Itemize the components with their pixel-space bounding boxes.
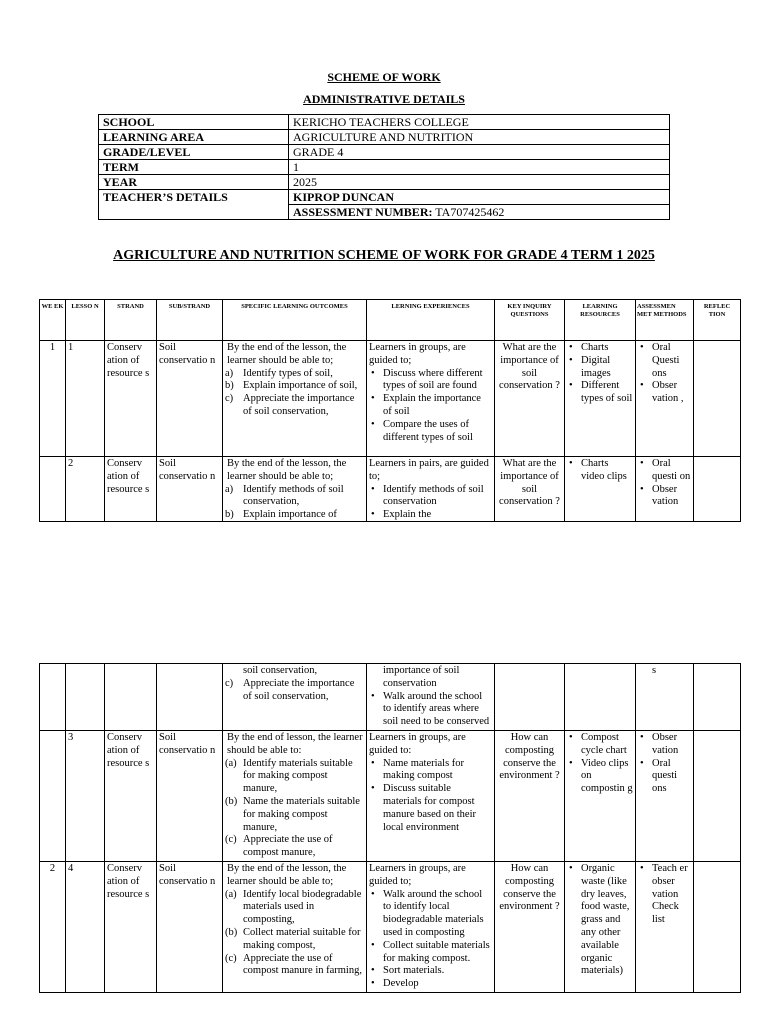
assessment-list: [638, 458, 691, 509]
slo-item: [225, 484, 364, 510]
resources-cell: [565, 730, 636, 861]
experiences-intro: Learners in groups, are guided to;: [369, 342, 466, 366]
header-substrand: SUB/STRAND: [157, 300, 223, 341]
list-item: • Obser vation: [638, 484, 691, 510]
list-item: • Digital images: [567, 355, 633, 381]
admin-row: [99, 190, 670, 205]
key-inquiry-cell: What are the importance of soil conservation ?: [495, 341, 565, 457]
admin-row: [99, 160, 670, 175]
experiences-intro: Learners in groups, are guided to;: [369, 862, 466, 887]
assessment-cell: [636, 664, 694, 731]
assessment-number-value: TA707425462: [435, 205, 505, 219]
slo-text: Appreciate the importance of soil conservation,: [243, 677, 355, 702]
slo-marker: a): [225, 367, 234, 379]
slo-item: [225, 796, 364, 834]
strand-cell: Conserv ation of resource s: [105, 730, 157, 861]
substrand-cell: Soil conservatio n: [157, 730, 223, 861]
experiences-clip: [369, 458, 492, 520]
key-inquiry-cell: What are the importance of soil conservation ?: [495, 457, 565, 522]
teacher-name: KIPROP DUNCAN: [289, 190, 670, 205]
list-item: • Charts: [567, 342, 633, 355]
grade-label: GRADE/LEVEL: [99, 145, 289, 160]
slo-text: Explain importance of soil,: [243, 380, 358, 392]
header-lesson: LESSO N: [66, 300, 105, 341]
slo-item: [225, 368, 364, 381]
week-cell: 2: [40, 861, 66, 992]
learning-area-value: AGRICULTURE AND NUTRITION: [289, 130, 670, 145]
term-label: TERM: [99, 160, 289, 175]
table-row: [40, 730, 741, 861]
slo-item: [225, 393, 364, 419]
assessment-clip: [638, 458, 691, 520]
assessment-continued: s: [652, 665, 657, 676]
header-experiences: LERNING EXPERIENCES: [367, 300, 495, 341]
slo-marker: a): [225, 483, 234, 495]
list-item: • Video clips on compostin g: [567, 758, 633, 796]
resources-list: [567, 732, 633, 796]
list-item: • Explain the: [369, 509, 492, 520]
resources-cell: [565, 664, 636, 731]
slo-list: [225, 889, 364, 979]
resources-list: [567, 458, 633, 484]
assessment-cell: [636, 730, 694, 861]
experiences-cell: [367, 861, 495, 992]
slo-text: Identify types of soil,: [243, 367, 333, 379]
slo-marker: (c): [225, 834, 237, 846]
admin-row: [99, 145, 670, 160]
scheme-title: SCHEME OF WORK: [327, 70, 441, 84]
header-strand: STRAND: [105, 300, 157, 341]
week-cell: [40, 730, 66, 861]
table-row-continued: [40, 664, 741, 731]
week-cell: 1: [40, 341, 66, 457]
list-item: • Teach er obser vation Check list: [638, 863, 691, 927]
experiences-list: [369, 484, 492, 520]
assessment-list: [638, 342, 691, 406]
experiences-cell: [367, 341, 495, 457]
header-row: [40, 300, 741, 341]
list-item: • Discuss where different types of soil are found: [369, 368, 492, 394]
lesson-cell: 3: [66, 730, 105, 861]
admin-details-table: [98, 114, 670, 220]
experiences-list: [369, 691, 492, 729]
strand-cell: Conserv ation of resource s: [105, 861, 157, 992]
slo-marker: (a): [225, 888, 237, 900]
slo-item: [225, 758, 364, 796]
year-value: 2025: [289, 175, 670, 190]
list-item: • Organic waste (like dry leaves, food waste, grass and any other available organic materials): [567, 863, 633, 978]
lesson-cell: [66, 664, 105, 731]
list-item: • Identify methods of soil conservation: [369, 484, 492, 510]
substrand-cell: Soil conservatio n: [157, 457, 223, 522]
slo-marker: (c): [225, 952, 237, 964]
list-item: • Walk around the school to identify areas where soil need to be conserved: [369, 691, 492, 729]
term-value: 1: [289, 160, 670, 175]
table-row: [40, 457, 741, 522]
reflection-cell: [694, 861, 741, 992]
slo-text: Identify methods of soil conservation,: [243, 483, 344, 508]
lesson-cell: 1: [66, 341, 105, 457]
experiences-list: [369, 889, 492, 991]
list-item: • Sort materials.: [369, 965, 492, 978]
slo-marker: (b): [225, 926, 238, 938]
slo-text: Appreciate the importance of soil conservation,: [243, 393, 355, 417]
reflection-cell: [694, 341, 741, 457]
reflection-cell: [694, 457, 741, 522]
list-item: • Name materials for making compost: [369, 758, 492, 784]
slo-marker: (a): [225, 757, 237, 769]
school-value: KERICHO TEACHERS COLLEGE: [289, 115, 670, 130]
slo-cell: [223, 664, 367, 731]
strand-cell: [105, 664, 157, 731]
list-item: • Obser vation ,: [638, 380, 691, 406]
experiences-cell: [367, 730, 495, 861]
resources-list: [567, 863, 633, 978]
slo-marker: (b): [225, 795, 238, 807]
assessment-cell: [636, 861, 694, 992]
scheme-main-title: AGRICULTURE AND NUTRITION SCHEME OF WORK FOR GRADE 4 TERM 1 2025: [113, 248, 655, 263]
teacher-label: TEACHER’S DETAILS: [99, 190, 289, 220]
scheme-table-part-2: [39, 663, 741, 993]
resources-list: [567, 342, 633, 406]
resources-cell: [565, 457, 636, 522]
list-item: • Oral questi on: [638, 458, 691, 484]
slo-marker: b): [225, 380, 234, 392]
slo-text: Identify local biodegradable materials used in composting,: [243, 888, 362, 926]
assessment-number: [289, 205, 670, 220]
list-item: • Compare the uses of different types of soil: [369, 419, 492, 445]
list-item: • Collect suitable materials for making compost.: [369, 940, 492, 966]
experiences-list: [369, 368, 492, 445]
list-item: • Compost cycle chart: [567, 732, 633, 758]
admin-row: [99, 175, 670, 190]
list-item: • Charts video clips: [567, 458, 633, 484]
slo-intro: By the end of the lesson, the learner should be able to;: [227, 342, 347, 366]
lesson-cell: 2: [66, 457, 105, 522]
grade-value: GRADE 4: [289, 145, 670, 160]
slo-marker: c): [225, 393, 234, 405]
slo-continued: soil conservation,: [243, 665, 318, 676]
assessment-cell: [636, 341, 694, 457]
slo-item: [225, 678, 364, 704]
resources-cell: [565, 861, 636, 992]
learning-area-label: LEARNING AREA: [99, 130, 289, 145]
experiences-cell: [367, 664, 495, 731]
week-cell: [40, 457, 66, 522]
assessment-number-label: ASSESSMENT NUMBER:: [293, 205, 433, 219]
substrand-cell: [157, 664, 223, 731]
header-resources: LEARNING RESOURCES: [565, 300, 636, 341]
scheme-table-part-1: [39, 299, 741, 522]
slo-item: [225, 953, 364, 979]
slo-list: [225, 758, 364, 860]
substrand-cell: Soil conservatio n: [157, 861, 223, 992]
list-item: • Develop: [369, 978, 492, 991]
header-reflection: REFLEC TION: [694, 300, 741, 341]
header-week: WE EK: [40, 300, 66, 341]
week-cell: [40, 664, 66, 731]
experiences-intro: Learners in pairs, are guided to;: [369, 458, 489, 482]
strand-cell: Conserv ation of resource s: [105, 341, 157, 457]
experiences-continued: importance of soil conservation: [383, 665, 460, 689]
header-key-inquiry: KEY INQUIRY QUESTIONS: [495, 300, 565, 341]
slo-item: [225, 927, 364, 953]
list-item: • Obser vation: [638, 732, 691, 758]
slo-cell: [223, 730, 367, 861]
experiences-list: [369, 758, 492, 835]
header-slo: SPECIFIC LEARNING OUTCOMES: [223, 300, 367, 341]
list-item: • Different types of soil: [567, 380, 633, 406]
list-item: • Oral questi ons: [638, 758, 691, 796]
experiences-intro: Learners in groups, are guided to:: [369, 731, 466, 756]
key-inquiry-cell: How can composting conserve the environment ?: [495, 730, 565, 861]
slo-item: [225, 834, 364, 860]
slo-cell: [223, 861, 367, 992]
table-row: [40, 861, 741, 992]
slo-list: [225, 484, 364, 520]
experiences-clip: [369, 342, 492, 455]
assessment-list: [638, 863, 691, 927]
slo-cell: [223, 457, 367, 522]
assessment-cell: [636, 457, 694, 522]
reflection-cell: [694, 730, 741, 861]
slo-text: Explain importance of: [243, 509, 337, 520]
slo-intro: By the end of the lesson, the learner should be able to;: [227, 862, 347, 887]
substrand-cell: Soil conservatio n: [157, 341, 223, 457]
slo-text: Name the materials suitable for making compost manure,: [243, 795, 360, 833]
slo-marker: c): [225, 677, 234, 689]
slo-item: [225, 380, 364, 393]
list-item: • Explain the importance of soil: [369, 393, 492, 419]
slo-text: Collect material suitable for making compost,: [243, 926, 361, 951]
slo-marker: b): [225, 509, 234, 520]
slo-clip: [225, 458, 364, 520]
resources-cell: [565, 341, 636, 457]
lesson-cell: 4: [66, 861, 105, 992]
header-assessment: ASSESSMEN MET METHODS: [636, 300, 694, 341]
list-item: • Oral Questi ons: [638, 342, 691, 380]
slo-intro: By the end of the lesson, the learner should be able to;: [227, 458, 347, 482]
experiences-cell: [367, 457, 495, 522]
assessment-list: [638, 732, 691, 796]
key-inquiry-cell: How can composting conserve the environment ?: [495, 861, 565, 992]
key-inquiry-cell: [495, 664, 565, 731]
slo-text: Appreciate the use of compost manure in farming,: [243, 952, 362, 977]
slo-item: [225, 889, 364, 927]
year-label: YEAR: [99, 175, 289, 190]
slo-item: [225, 509, 364, 520]
slo-text: Identify materials suitable for making compost manure,: [243, 757, 353, 795]
admin-title: ADMINISTRATIVE DETAILS: [303, 92, 465, 106]
school-label: SCHOOL: [99, 115, 289, 130]
strand-cell: Conserv ation of resource s: [105, 457, 157, 522]
admin-row: [99, 130, 670, 145]
list-item: • Discuss suitable materials for compost manure based on their local environment: [369, 783, 492, 834]
reflection-cell: [694, 664, 741, 731]
slo-list: [225, 678, 364, 704]
table-row: [40, 341, 741, 457]
list-item: • Walk around the school to identify local biodegradable materials used in composting: [369, 889, 492, 940]
slo-cell: [223, 341, 367, 457]
slo-list: [225, 368, 364, 419]
admin-row: [99, 115, 670, 130]
slo-intro: By the end of lesson, the learner should be able to:: [227, 731, 363, 756]
slo-text: Appreciate the use of compost manure,: [243, 834, 333, 859]
